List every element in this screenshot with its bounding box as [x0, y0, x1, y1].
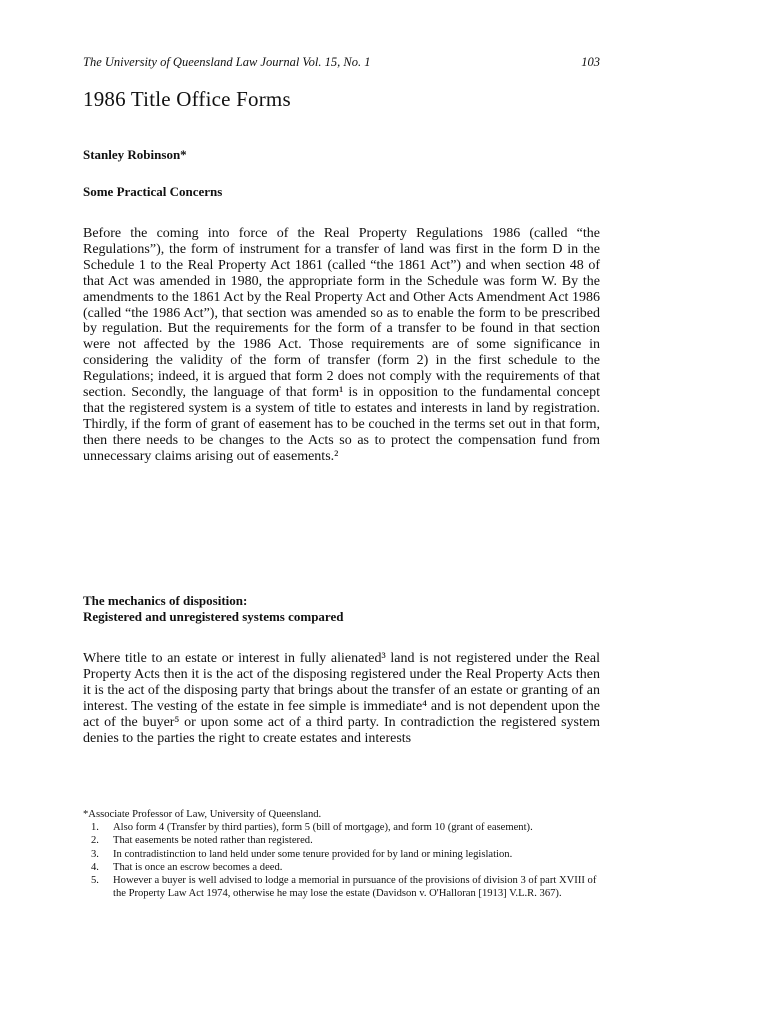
- footnote-number: 5.: [91, 875, 99, 887]
- section-heading-line: Registered and unregistered systems compared: [83, 609, 344, 624]
- running-head: [83, 55, 600, 70]
- author-name: Stanley Robinson*: [83, 147, 187, 162]
- section-heading-line: Some Practical Concerns: [83, 184, 223, 199]
- footnote: [83, 861, 603, 874]
- journal-citation: The University of Queensland Law Journal Vol. 15, No. 1: [83, 55, 371, 69]
- body-paragraph: Where title to an estate or interest in fully alienated³ land is not registered under the Real Property Acts then it is the act of the disposing registered under the Real Property Acts then it is the act of the disposing party that brings about the transfer of an estate or granting of an interest. The vesting of the estate in fee simple is immediate⁴ and is not dependent upon the act of the buyer⁵ or upon some act of a third party. In contradiction the registered system denies to the parties the right to create estates and interests: [83, 651, 600, 746]
- footnote: [83, 821, 603, 834]
- footnote-number: 3.: [91, 848, 99, 860]
- footnote: [83, 848, 603, 861]
- section-heading: [83, 184, 222, 200]
- footnote-number: 2.: [91, 835, 99, 847]
- footnotes: [83, 808, 603, 900]
- body-paragraph: Before the coming into force of the Real Property Regulations 1986 (called “the Regulations”), the form of instrument for a transfer of land was first in the form D in the Schedule 1 to the Real Property Act 1861 (called “the 1861 Act”) and when section 48 of that Act was amended in 1980, the appropriate form in the Schedule was form W. By the amendments to the 1861 Act by the Real Property Act and Other Acts Amendment Act 1986 (called “the 1986 Act”), that section was amended so as to enable the form to be prescribed by regulation. But the requirements for the form of a transfer to be found in that section were not affected by the 1986 Act. Those requirements are of some significance in considering the validity of the form of transfer (form 2) in the first schedule to the Regulations; indeed, it is argued that form 2 does not comply with the requirements of that section. Secondly, the language of that form¹ is in opposition to the fundamental concept that the registered system is a system of title to estates and interests in land by registration. Thirdly, if the form of grant of easement has to be couched in the terms set out in that form, then there needs to be changes to the Acts so as to protect the compensation fund from unnecessary claims arising out of easements.²: [83, 226, 600, 464]
- footnote-text: Also form 4 (Transfer by third parties), form 5 (bill of mortgage), and form 10 (grant of easement).: [113, 822, 533, 834]
- article-title: 1986 Title Office Forms: [83, 87, 291, 111]
- footnote-text: That easements be noted rather than registered.: [113, 835, 313, 847]
- section-heading: [83, 593, 343, 625]
- footnote-number: 1.: [91, 822, 99, 834]
- footnote-text: In contradistinction to land held under some tenure provided for by land or mining legislation.: [113, 848, 513, 860]
- footnote-text: However a buyer is well advised to lodge a memorial in pursuance of the provisions of division 3 of part XVIII of the Property Law Act 1974, otherwise he may lose the estate (Davidson v. O'Halloran [1913] V.L.R. 367).: [113, 875, 597, 900]
- footnote: [83, 834, 603, 847]
- author-footnote: *Associate Professor of Law, University of Queensland.: [83, 809, 322, 820]
- footnote-text: That is once an escrow becomes a deed.: [113, 861, 283, 873]
- page-number: 103: [581, 55, 600, 69]
- footnote: [83, 874, 603, 900]
- section-heading-line: The mechanics of disposition:: [83, 593, 248, 608]
- footnote-number: 4.: [91, 861, 99, 873]
